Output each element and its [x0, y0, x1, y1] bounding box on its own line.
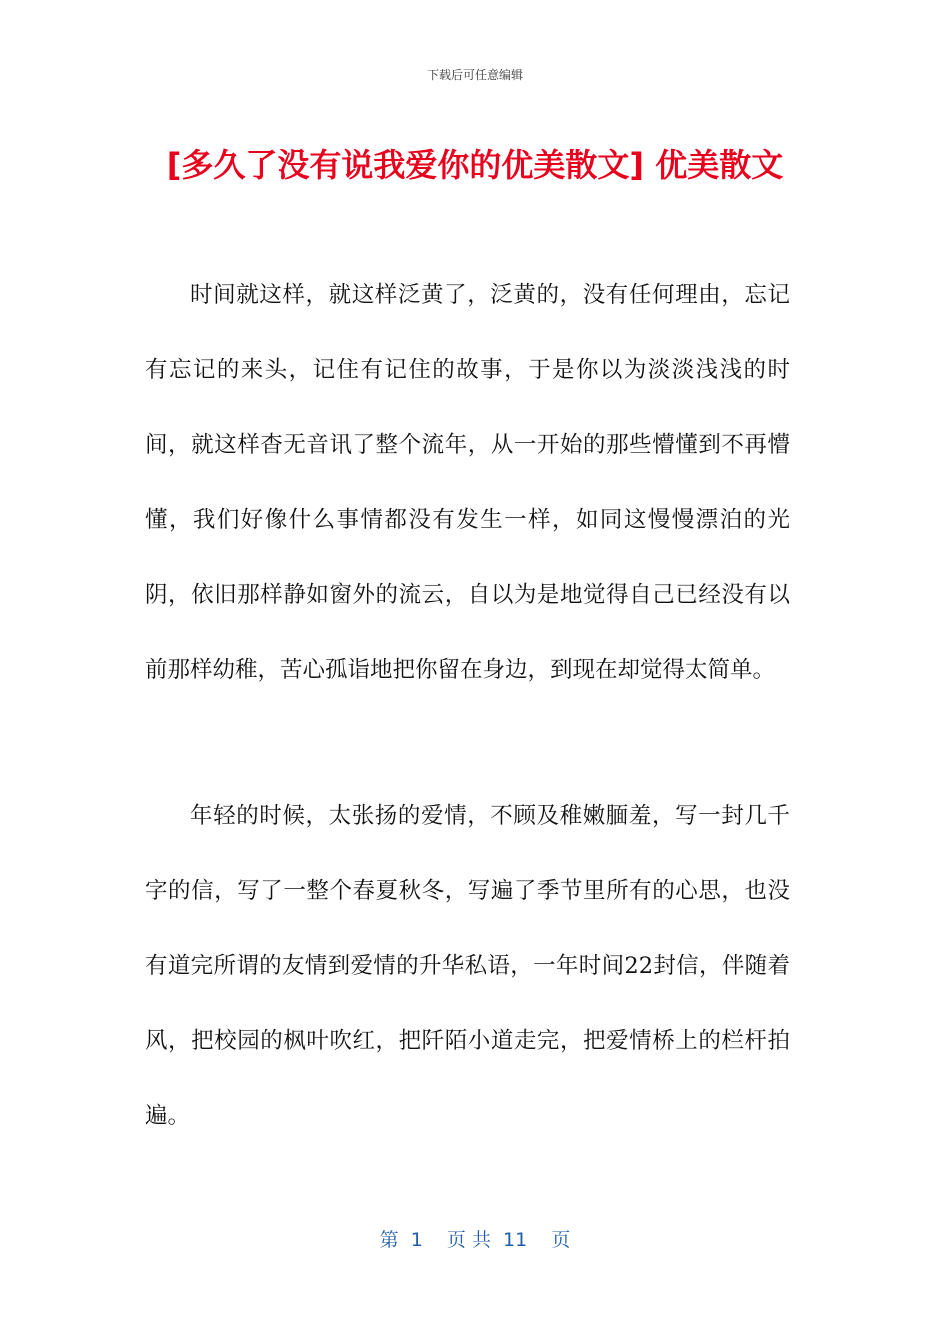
paragraph-1 [145, 258, 790, 708]
paragraph-2 [145, 779, 790, 1154]
header-note: 下载后可任意编辑 [426, 68, 523, 82]
page-footer: 第 1 页 共 11 页 [379, 1229, 571, 1251]
paragraph-text: 时间就这样，就这样泛黄了，泛黄的，没有任何理由，忘记有忘记的来头，记住有记住的故事，于是你以为淡淡浅浅的时间，就这样杳无音讯了整个流年，从一开始的那些懵懂到不再懵懂，我们好像什么事情都没有发生一样，如同这慢慢漂泊的光阴，依旧那样静如窗外的流云，自以为是地觉得自己已经没有以前那样幼稚，苦心孤诣地把你留在身边，到现在却觉得太简单。 [145, 282, 790, 683]
document-title: [多久了没有说我爱你的优美散文] 优美散文 [166, 146, 784, 184]
paragraph-text: 年轻的时候，太张扬的爱情，不顾及稚嫩腼羞，写一封几千字的信，写了一整个春夏秋冬，写遍了季节里所有的心思，也没有道完所谓的友情到爱情的升华私语，一年时间22封信，伴随着风，把校园的枫叶吹红，把阡陌小道走完，把爱情桥上的栏杆拍遍。 [145, 803, 790, 1129]
